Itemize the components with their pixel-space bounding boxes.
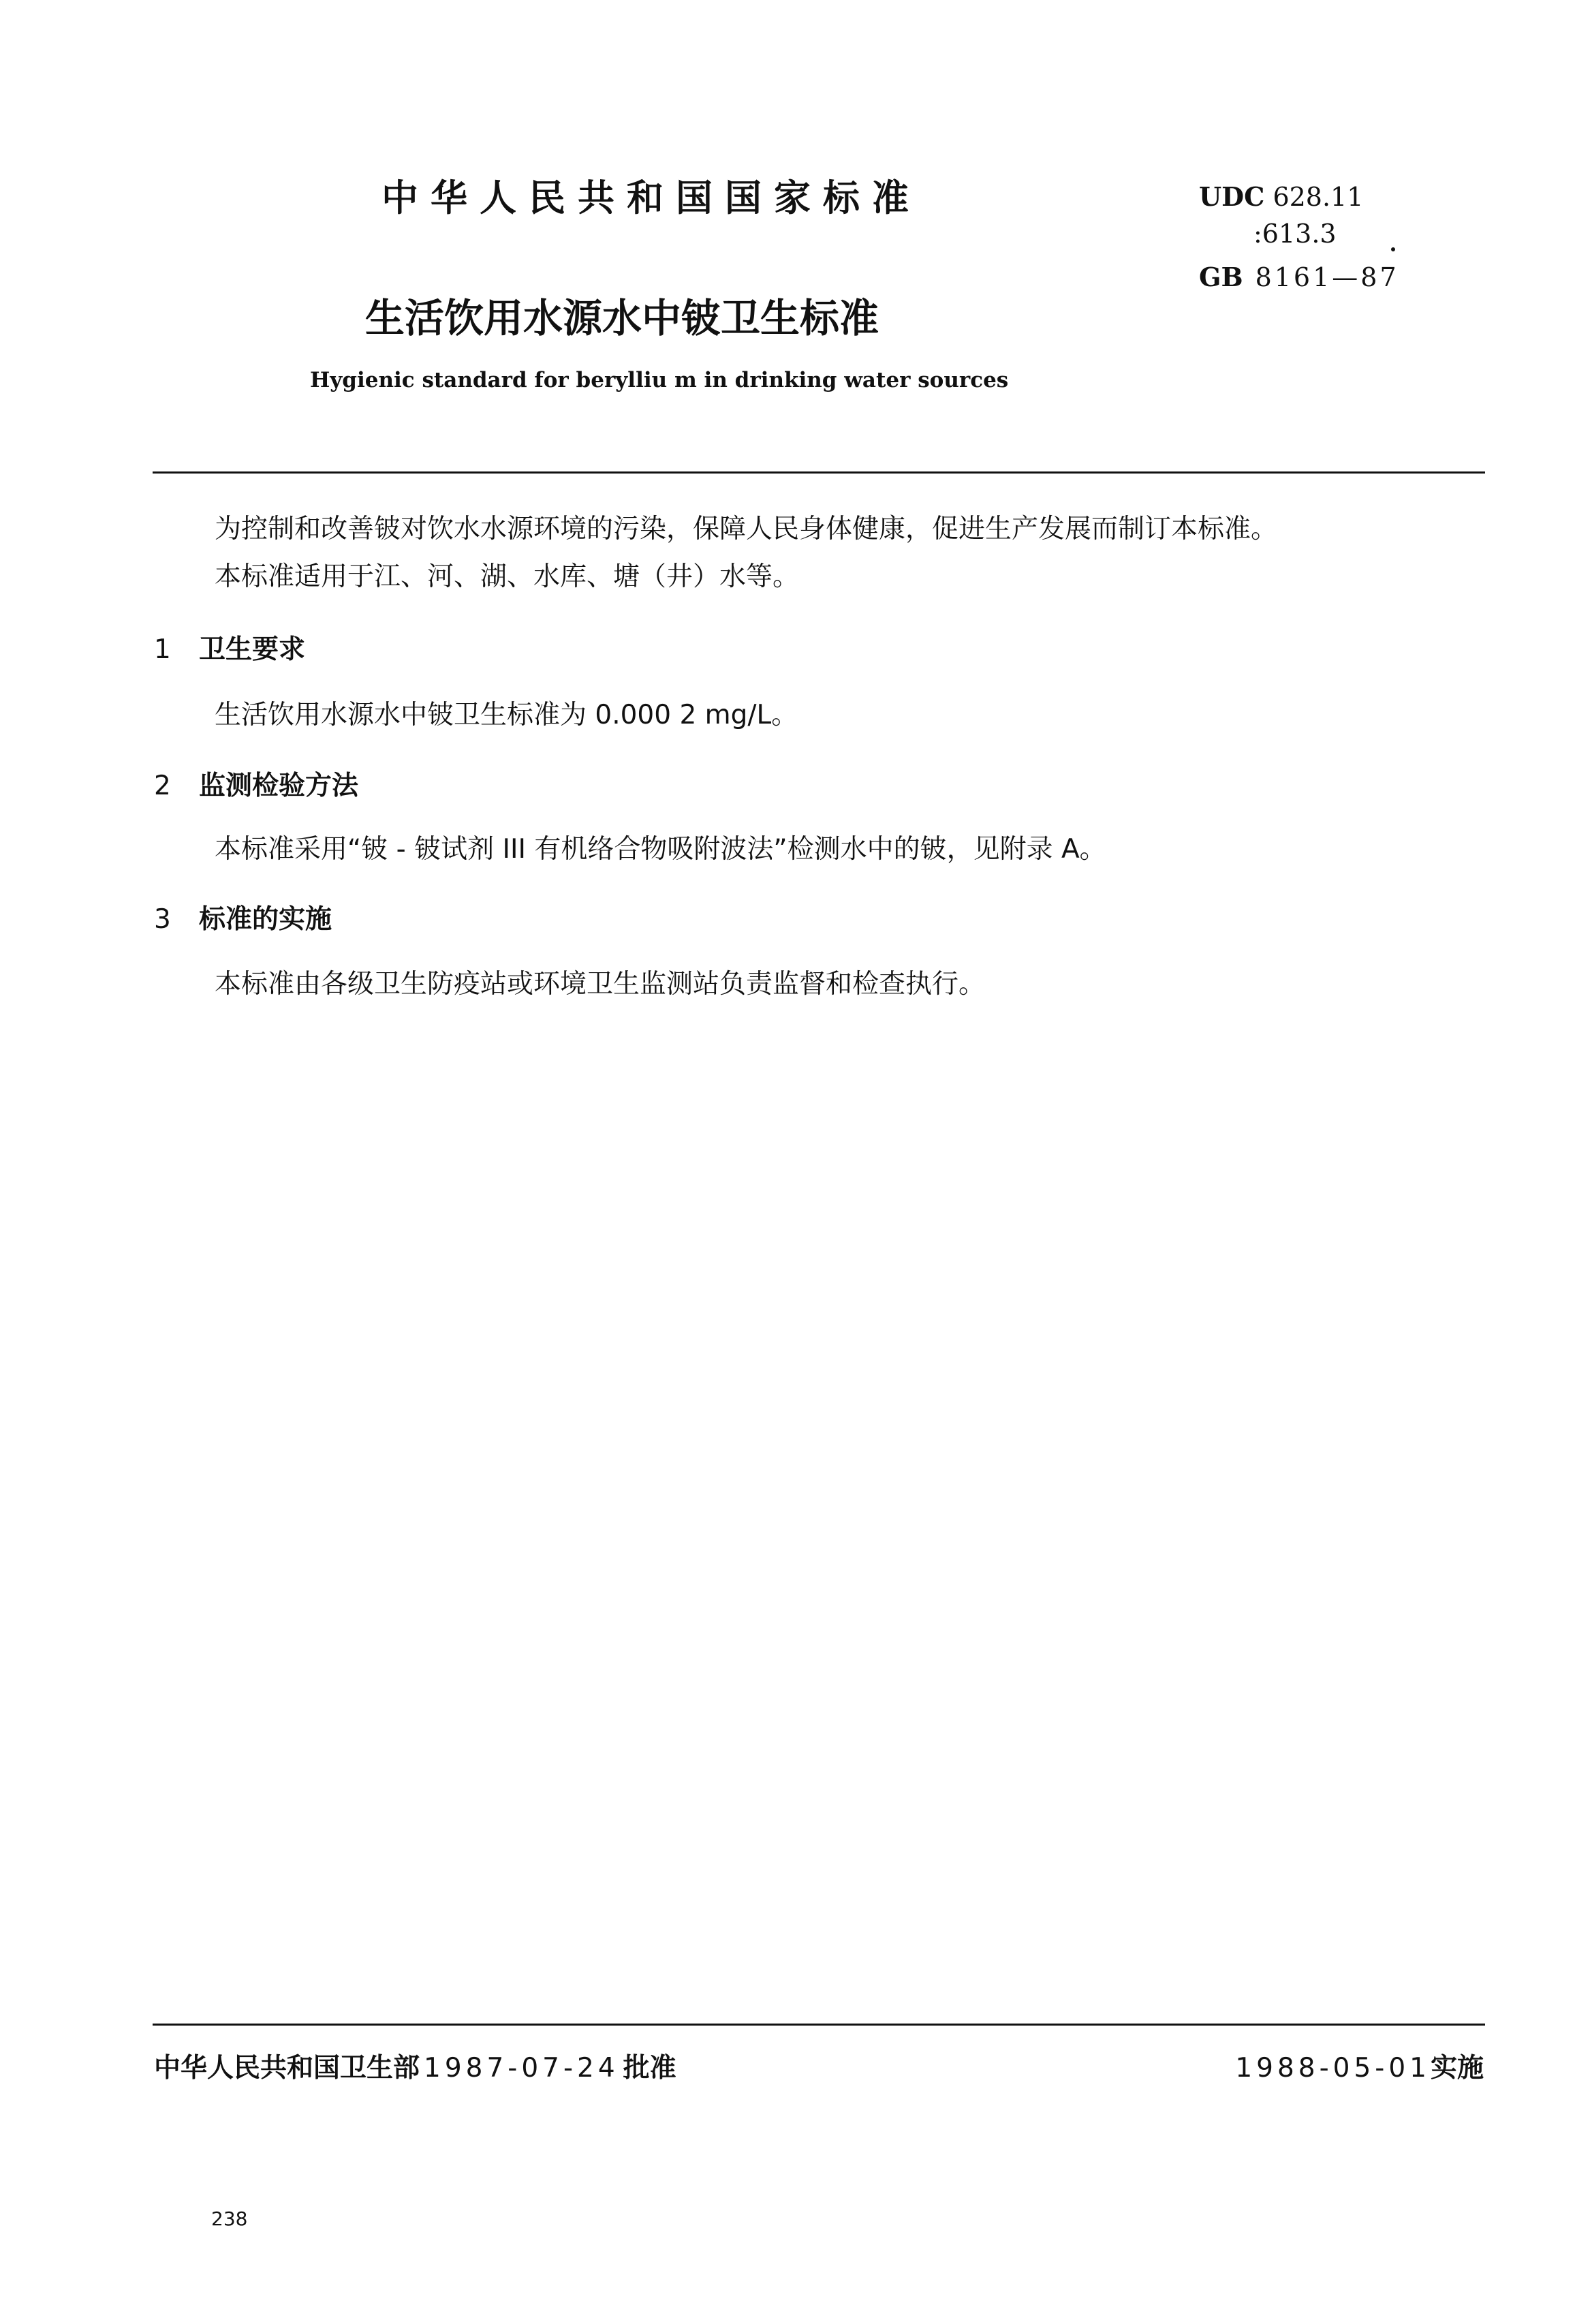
section-body-3: 本标准由各级卫生防疫站或环境卫生监测站负责监督和检查执行。	[215, 969, 986, 1000]
header-divider	[153, 471, 1485, 474]
section-heading-1	[154, 628, 305, 666]
approval-date: 1987-07-24	[424, 2053, 619, 2083]
section-heading-2	[154, 764, 358, 803]
gb-number: 8161—87	[1255, 262, 1399, 292]
section-heading-3	[154, 898, 332, 936]
document-title-chinese: 生活饮用水源水中铍卫生标准	[365, 295, 879, 341]
section-body-1: 生活饮用水源水中铍卫生标准为 0.000 2 mg/L。	[215, 700, 798, 730]
udc-label: UDC	[1199, 181, 1265, 212]
intro-paragraph-2: 本标准适用于江、河、湖、水库、塘（井）水等。	[215, 561, 800, 592]
approval-suffix: 批准	[623, 2053, 676, 2083]
approval-line	[154, 2047, 676, 2085]
udc-line1: 628.11	[1273, 182, 1364, 212]
udc-dot-mark	[1391, 247, 1395, 251]
section-number: 2	[154, 771, 171, 801]
page-number: 238	[211, 2207, 248, 2230]
footer-divider	[153, 2024, 1485, 2026]
udc-line2: :613.3	[1253, 219, 1337, 249]
udc-code	[1199, 179, 1363, 252]
document-title-english: Hygienic standard for berylliu m in drinking water sources	[310, 368, 1009, 392]
approver: 中华人民共和国卫生部	[154, 2053, 420, 2083]
effective-suffix: 实施	[1430, 2053, 1484, 2083]
effective-date: 1988-05-01	[1235, 2053, 1431, 2083]
section-body-2: 本标准采用“铍 - 铍试剂 III 有机络合物吸附波法”检测水中的铍，见附录 A。	[215, 834, 1106, 865]
effective-line	[1235, 2047, 1484, 2085]
gb-code	[1199, 262, 1399, 292]
section-number: 1	[154, 634, 171, 665]
section-number: 3	[154, 904, 171, 935]
national-standard-title: 中华人民共和国国家标准	[381, 176, 921, 219]
section-title: 卫生要求	[199, 634, 306, 665]
section-title: 监测检验方法	[199, 771, 359, 801]
gb-label: GB	[1199, 262, 1243, 292]
section-title: 标准的实施	[199, 904, 332, 935]
intro-paragraph-1: 为控制和改善铍对饮水水源环境的污染，保障人民身体健康，促进生产发展而制订本标准。	[215, 514, 1278, 544]
